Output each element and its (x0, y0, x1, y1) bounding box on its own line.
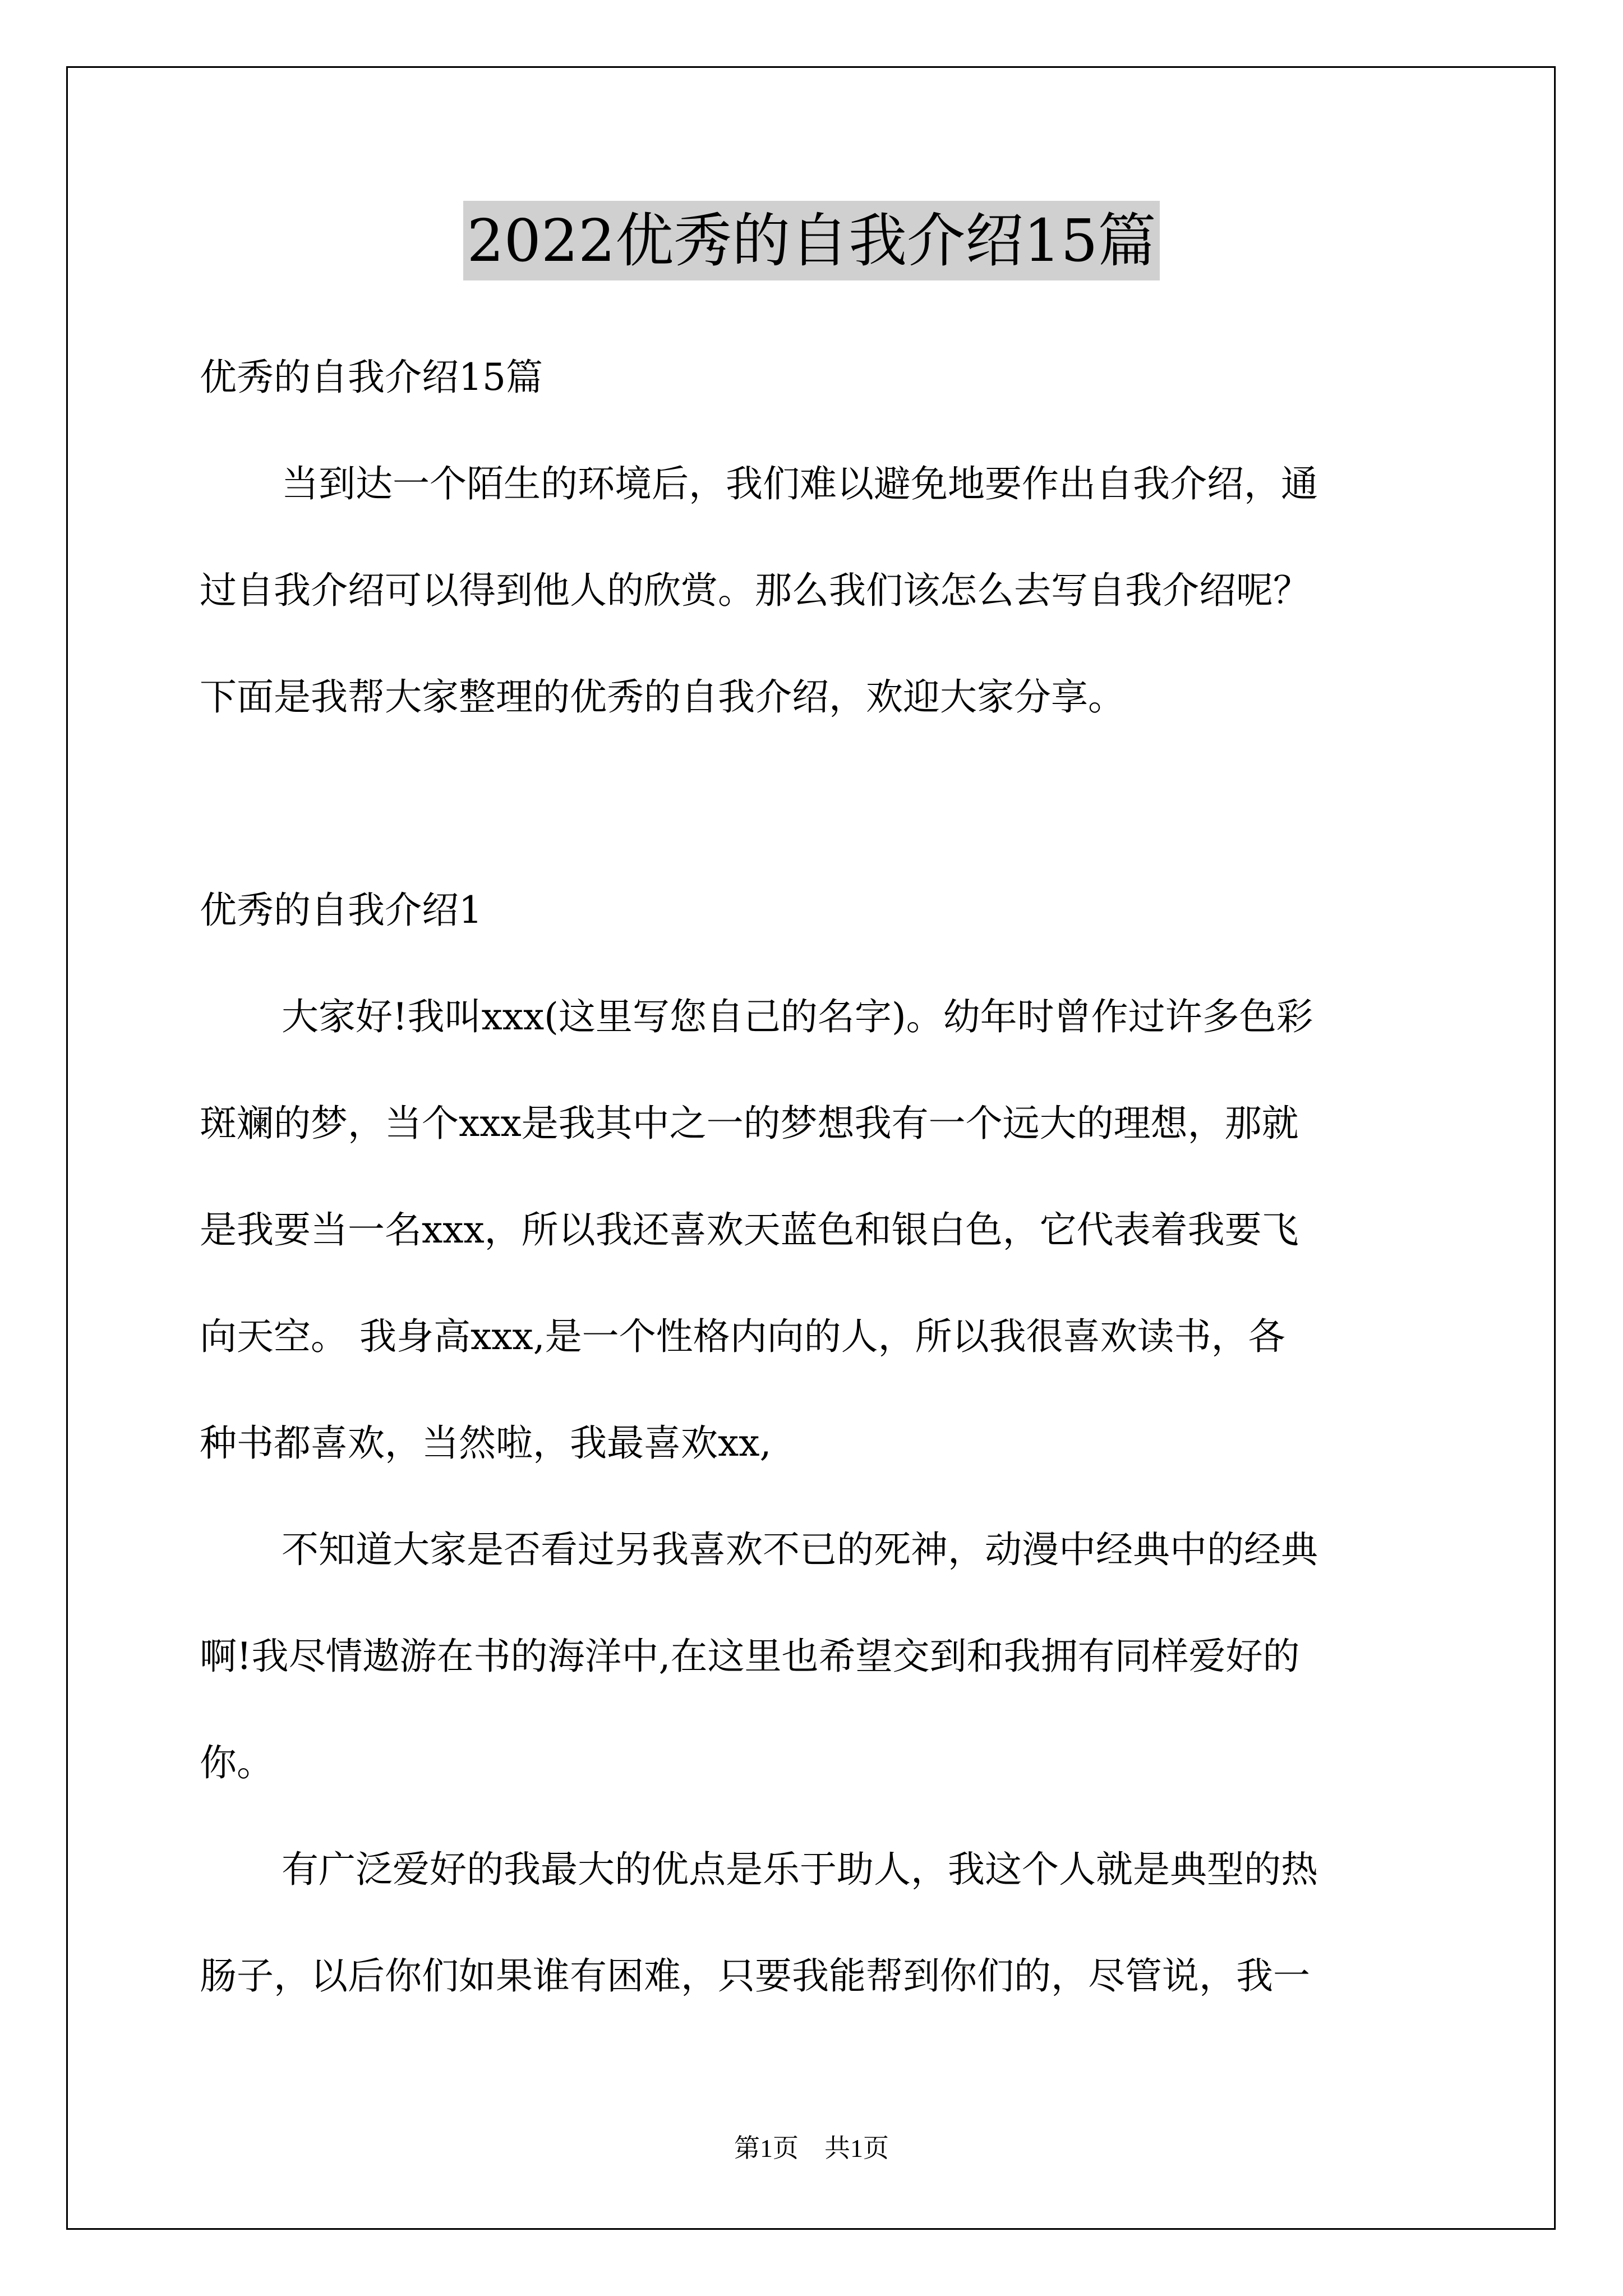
para3-line-1: 有广泛爱好的我最大的优点是乐于助人，我这个人就是典型的热 (282, 1848, 1318, 1891)
intro-line-1: 当到达一个陌生的环境后，我们难以避免地要作出自我介绍，通 (282, 462, 1318, 505)
para3-line-2: 肠子，以后你们如果谁有困难，只要我能帮到你们的，尽管说，我一 (200, 1954, 1310, 1998)
page-footer: 第1页 共1页 (734, 2134, 889, 2162)
para2-line-2: 啊!我尽情遨游在书的海洋中,在这里也希望交到和我拥有同样爱好的 (200, 1635, 1300, 1678)
document-title: 2022优秀的自我介绍15篇 (463, 201, 1159, 280)
para1-line-3: 是我要当一名xxx，所以我还喜欢天蓝色和银白色，它代表着我要飞 (200, 1208, 1299, 1251)
para1-line-2: 斑斓的梦，当个xxx是我其中之一的梦想我有一个远大的理想，那就 (200, 1102, 1299, 1145)
intro-line-2: 过自我介绍可以得到他人的欣赏。那么我们该怎么去写自我介绍呢？ (200, 569, 1310, 612)
para1-line-4: 向天空。 我身高xxx,是一个性格内向的人，所以我很喜欢读书，各 (200, 1315, 1285, 1358)
section-heading-1: 优秀的自我介绍1 (200, 889, 482, 932)
title-container (0, 201, 1623, 280)
para1-line-1: 大家好!我叫xxx(这里写您自己的名字)。幼年时曾作过许多色彩 (282, 995, 1313, 1038)
para2-line-3: 你。 (200, 1741, 274, 1784)
intro-line-3: 下面是我帮大家整理的优秀的自我介绍，欢迎大家分享。 (200, 675, 1125, 719)
para1-line-5: 种书都喜欢，当然啦，我最喜欢xx, (200, 1421, 772, 1465)
para2-line-1: 不知道大家是否看过另我喜欢不已的死神，动漫中经典中的经典 (282, 1528, 1318, 1571)
subtitle: 优秀的自我介绍15篇 (200, 356, 543, 399)
